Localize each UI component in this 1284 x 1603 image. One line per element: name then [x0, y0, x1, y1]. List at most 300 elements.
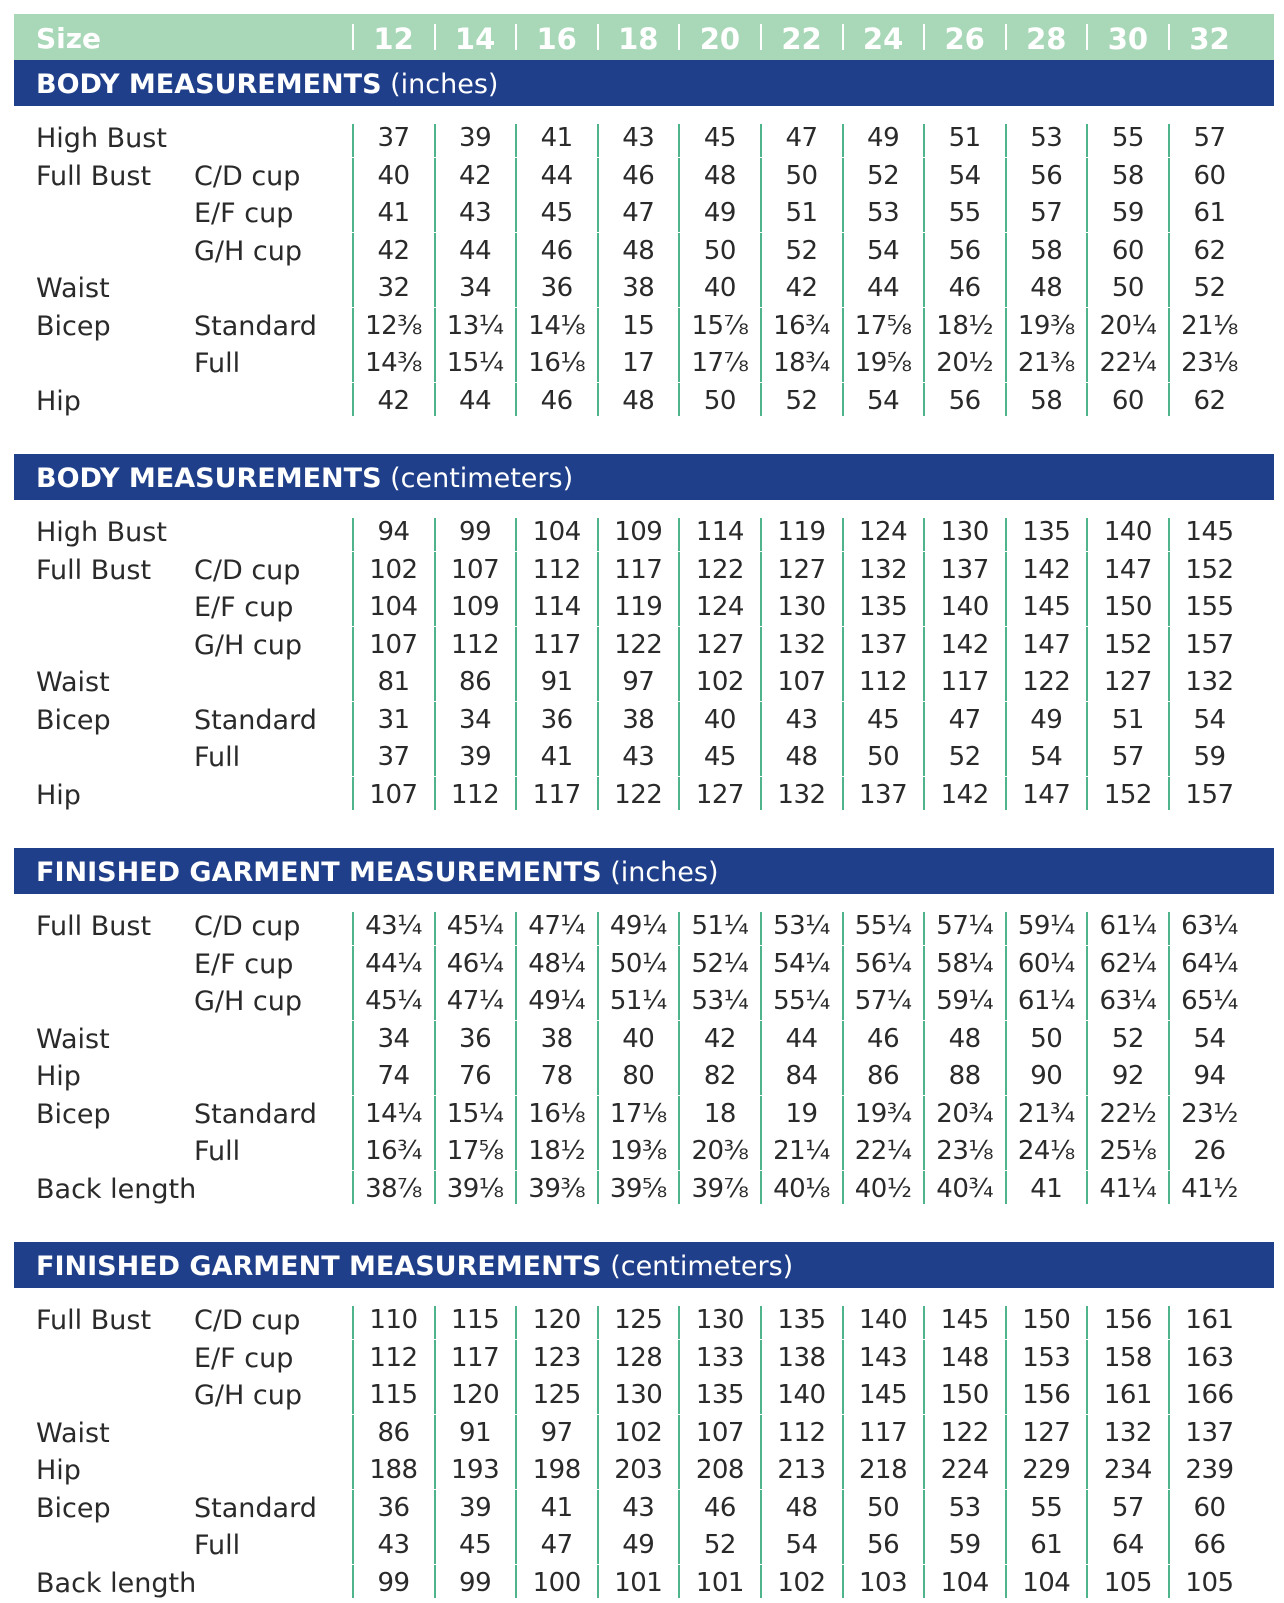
measurement-value: 125: [515, 1377, 598, 1414]
section-title-main: BODY MEASUREMENTS: [36, 69, 382, 100]
size-column-header: 28: [1005, 14, 1088, 64]
measurement-value: 52: [1168, 270, 1251, 307]
section-title: [36, 1242, 793, 1292]
measurement-label: Back length: [36, 1173, 197, 1205]
measurement-value: 41: [352, 195, 435, 232]
measurement-value: 45: [678, 739, 761, 776]
measurement-value: 137: [842, 627, 925, 664]
measurement-value: 109: [597, 514, 680, 551]
measurement-value: 51¼: [678, 908, 761, 945]
measurement-value: 61¼: [1005, 983, 1088, 1020]
measurement-label: High Bust: [36, 517, 167, 548]
table-row: [14, 1490, 1274, 1528]
measurement-value: 50: [842, 739, 925, 776]
measurement-value: 49: [678, 195, 761, 232]
measurement-value: 224: [923, 1452, 1006, 1489]
measurement-value: 20½: [923, 345, 1006, 382]
measurement-value: 36: [515, 270, 598, 307]
measurement-value: 193: [434, 1452, 517, 1489]
measurement-value: 59¼: [1005, 908, 1088, 945]
measurement-value: 22½: [1086, 1096, 1169, 1133]
measurement-value: 135: [678, 1377, 761, 1414]
table-row: [14, 664, 1274, 702]
measurement-value: 48: [760, 1490, 843, 1527]
measurement-value: 132: [1168, 664, 1251, 701]
measurement-value: 46: [923, 270, 1006, 307]
size-column-header: 24: [842, 14, 925, 64]
measurement-value: 19⅜: [1005, 308, 1088, 345]
section-title: [36, 60, 498, 110]
measurement-value: 198: [515, 1452, 598, 1489]
measurement-value: 104: [923, 1565, 1006, 1602]
measurement-value: 42: [678, 1021, 761, 1058]
measurement-value: 122: [1005, 664, 1088, 701]
measurement-value: 21⅛: [1168, 308, 1251, 345]
measurement-label: Hip: [36, 1455, 81, 1486]
measurement-value: 123: [515, 1340, 598, 1377]
measurement-value: 57¼: [842, 983, 925, 1020]
measurement-value: 188: [352, 1452, 435, 1489]
measurement-value: 56: [923, 383, 1006, 420]
measurement-sublabel: Full: [194, 1136, 241, 1167]
measurement-sublabel: E/F cup: [194, 592, 294, 623]
measurement-value: 63¼: [1168, 908, 1251, 945]
measurement-value: 84: [760, 1058, 843, 1095]
measurement-value: 92: [1086, 1058, 1169, 1095]
measurement-value: 114: [678, 514, 761, 551]
measurement-value: 53: [923, 1490, 1006, 1527]
measurement-value: 47: [515, 1527, 598, 1564]
measurement-value: 53¼: [678, 983, 761, 1020]
measurement-value: 52: [1086, 1021, 1169, 1058]
measurement-value: 17: [597, 345, 680, 382]
section-title-bar: [14, 1242, 1274, 1288]
measurement-value: 38: [597, 702, 680, 739]
measurement-value: 34: [434, 270, 517, 307]
measurement-value: 56: [923, 233, 1006, 270]
measurement-value: 107: [760, 664, 843, 701]
measurement-value: 132: [760, 627, 843, 664]
measurement-value: 50: [760, 158, 843, 195]
measurement-value: 40⅛: [760, 1171, 843, 1208]
table-row: [14, 383, 1274, 421]
measurement-value: 41: [1005, 1171, 1088, 1208]
section-title: [36, 454, 573, 504]
section-title-unit: (centimeters): [610, 1251, 794, 1282]
measurement-value: 18½: [923, 308, 1006, 345]
measurement-value: 49: [1005, 702, 1088, 739]
measurement-sublabel: C/D cup: [194, 911, 301, 942]
measurement-value: 47¼: [515, 908, 598, 945]
measurement-value: 31: [352, 702, 435, 739]
measurement-value: 124: [678, 589, 761, 626]
measurement-value: 117: [597, 552, 680, 589]
measurement-value: 16⅛: [515, 1096, 598, 1133]
measurement-value: 48: [597, 233, 680, 270]
table-row: [14, 308, 1274, 346]
measurement-value: 16¾: [760, 308, 843, 345]
measurement-value: 45: [678, 120, 761, 157]
measurement-value: 94: [352, 514, 435, 551]
measurement-value: 61: [1005, 1527, 1088, 1564]
measurement-value: 104: [1005, 1565, 1088, 1602]
measurement-label: Full Bust: [36, 1305, 152, 1336]
measurement-label: Waist: [36, 273, 110, 304]
measurement-value: 155: [1168, 589, 1251, 626]
measurement-value: 128: [597, 1340, 680, 1377]
measurement-value: 110: [352, 1302, 435, 1339]
measurement-value: 135: [842, 589, 925, 626]
measurement-value: 44: [434, 383, 517, 420]
size-column-header: 20: [678, 14, 761, 64]
measurement-sublabel: E/F cup: [194, 948, 294, 980]
measurement-value: 150: [923, 1377, 1006, 1414]
measurement-value: 117: [515, 627, 598, 664]
table-row: [14, 195, 1274, 233]
section-title-unit: (centimeters): [390, 463, 574, 494]
measurement-label: Waist: [36, 667, 110, 698]
section-table: [14, 514, 1274, 814]
measurement-value: 47: [760, 120, 843, 157]
measurement-value: 130: [760, 589, 843, 626]
measurement-value: 54: [1168, 1021, 1251, 1058]
measurement-value: 142: [923, 627, 1006, 664]
measurement-value: 50: [678, 383, 761, 420]
measurement-value: 52: [760, 233, 843, 270]
measurement-value: 50: [842, 1490, 925, 1527]
measurement-value: 62: [1168, 233, 1251, 270]
measurement-value: 55¼: [842, 908, 925, 945]
measurement-value: 115: [434, 1302, 517, 1339]
measurement-value: 234: [1086, 1452, 1169, 1489]
measurement-value: 45: [515, 195, 598, 232]
measurement-value: 43: [352, 1527, 435, 1564]
section-table: [14, 120, 1274, 420]
measurement-value: 44: [842, 270, 925, 307]
measurement-value: 135: [1005, 514, 1088, 551]
measurement-value: 49¼: [515, 983, 598, 1020]
measurement-value: 104: [515, 514, 598, 551]
measurement-value: 119: [597, 589, 680, 626]
measurement-value: 152: [1086, 627, 1169, 664]
size-column-header: 18: [597, 14, 680, 64]
measurement-value: 86: [434, 664, 517, 701]
measurement-value: 58¼: [923, 946, 1006, 983]
measurement-value: 119: [760, 514, 843, 551]
measurement-value: 46: [515, 383, 598, 420]
measurement-label: Bicep: [36, 704, 111, 736]
measurement-value: 54: [1005, 739, 1088, 776]
measurement-value: 57: [1005, 195, 1088, 232]
size-column-header: 26: [923, 14, 1006, 64]
measurement-value: 50: [1086, 270, 1169, 307]
measurement-value: 36: [352, 1490, 435, 1527]
measurement-value: 51: [1086, 702, 1169, 739]
measurement-value: 60¼: [1005, 946, 1088, 983]
measurement-value: 39: [434, 739, 517, 776]
measurement-value: 145: [1005, 589, 1088, 626]
measurement-value: 22¼: [1086, 345, 1169, 382]
measurement-value: 145: [1168, 514, 1251, 551]
measurement-value: 55: [1086, 120, 1169, 157]
section-spacer: [14, 814, 1274, 848]
measurement-value: 52: [760, 383, 843, 420]
measurement-value: 140: [842, 1302, 925, 1339]
measurement-value: 50: [678, 233, 761, 270]
measurement-value: 38: [515, 1021, 598, 1058]
measurement-value: 152: [1086, 777, 1169, 814]
measurement-value: 166: [1168, 1377, 1251, 1414]
measurement-value: 102: [760, 1565, 843, 1602]
measurement-value: 127: [760, 552, 843, 589]
table-row: [14, 552, 1274, 590]
measurement-label: Bicep: [36, 1098, 111, 1130]
measurement-value: 44: [434, 233, 517, 270]
measurement-value: 156: [1005, 1377, 1088, 1414]
measurement-value: 142: [1005, 552, 1088, 589]
measurement-value: 56¼: [842, 946, 925, 983]
measurement-value: 18¾: [760, 345, 843, 382]
measurement-value: 26: [1168, 1133, 1251, 1170]
table-row: [14, 270, 1274, 308]
measurement-value: 137: [1168, 1415, 1251, 1452]
size-column-header: 12: [352, 14, 435, 64]
measurement-value: 14⅜: [352, 345, 435, 382]
measurement-value: 40½: [842, 1171, 925, 1208]
measurement-value: 50: [1005, 1021, 1088, 1058]
measurement-value: 112: [760, 1415, 843, 1452]
measurement-value: 117: [842, 1415, 925, 1452]
measurement-value: 57: [1086, 739, 1169, 776]
measurement-value: 52¼: [678, 946, 761, 983]
measurement-value: 122: [597, 627, 680, 664]
table-row: [14, 158, 1274, 196]
measurement-value: 46: [597, 158, 680, 195]
measurement-value: 229: [1005, 1452, 1088, 1489]
table-row: [14, 908, 1274, 946]
measurement-value: 39⅞: [678, 1171, 761, 1208]
measurement-value: 100: [515, 1565, 598, 1602]
measurement-sublabel: G/H cup: [194, 235, 302, 267]
measurement-value: 19⅜: [597, 1133, 680, 1170]
measurement-value: 42: [760, 270, 843, 307]
measurement-value: 65¼: [1168, 983, 1251, 1020]
measurement-value: 56: [1005, 158, 1088, 195]
section-title-unit: (inches): [390, 69, 499, 100]
measurement-value: 130: [923, 514, 1006, 551]
section-table: [14, 908, 1274, 1208]
measurement-value: 78: [515, 1058, 598, 1095]
table-row: [14, 1340, 1274, 1378]
size-column-header: 32: [1168, 14, 1251, 64]
measurement-value: 52: [923, 739, 1006, 776]
measurement-value: 91: [434, 1415, 517, 1452]
measurement-value: 157: [1168, 777, 1251, 814]
measurement-value: 107: [678, 1415, 761, 1452]
measurement-value: 21¾: [1005, 1096, 1088, 1133]
measurement-value: 19⅝: [842, 345, 925, 382]
table-row: [14, 1302, 1274, 1340]
measurement-value: 48: [760, 739, 843, 776]
measurement-value: 147: [1005, 627, 1088, 664]
measurement-label: Waist: [36, 1023, 110, 1055]
measurement-value: 90: [1005, 1058, 1088, 1095]
measurement-value: 150: [1086, 589, 1169, 626]
measurement-value: 161: [1086, 1377, 1169, 1414]
measurement-value: 17⅝: [434, 1133, 517, 1170]
sections-container: [14, 60, 1274, 1602]
measurement-value: 18½: [515, 1133, 598, 1170]
measurement-value: 43: [597, 1490, 680, 1527]
measurement-value: 49: [842, 120, 925, 157]
measurement-value: 36: [434, 1021, 517, 1058]
measurement-value: 81: [352, 664, 435, 701]
measurement-value: 60: [1086, 233, 1169, 270]
section-title-main: BODY MEASUREMENTS: [36, 463, 382, 494]
measurement-value: 45¼: [352, 983, 435, 1020]
measurement-value: 59¼: [923, 983, 1006, 1020]
measurement-value: 23½: [1168, 1096, 1251, 1133]
measurement-label: Hip: [36, 1061, 81, 1092]
measurement-value: 64¼: [1168, 946, 1251, 983]
measurement-value: 117: [434, 1340, 517, 1377]
measurement-label: Hip: [36, 779, 81, 811]
measurement-value: 42: [352, 233, 435, 270]
measurement-value: 47¼: [434, 983, 517, 1020]
measurement-value: 45¼: [434, 908, 517, 945]
measurement-value: 46: [515, 233, 598, 270]
measurement-value: 107: [434, 552, 517, 589]
measurement-value: 43: [597, 739, 680, 776]
measurement-sublabel: Standard: [194, 1492, 317, 1524]
measurement-value: 46¼: [434, 946, 517, 983]
size-column-header: 30: [1086, 14, 1169, 64]
measurement-value: 34: [434, 702, 517, 739]
measurement-value: 130: [678, 1302, 761, 1339]
section-title-main: FINISHED GARMENT MEASUREMENTS: [36, 857, 602, 888]
measurement-value: 99: [434, 1565, 517, 1602]
measurement-value: 62: [1168, 383, 1251, 420]
measurement-value: 158: [1086, 1340, 1169, 1377]
size-header-row: [14, 14, 1274, 60]
measurement-value: 39⅝: [597, 1171, 680, 1208]
measurement-value: 112: [352, 1340, 435, 1377]
measurement-value: 105: [1168, 1565, 1251, 1602]
measurement-value: 53¼: [760, 908, 843, 945]
measurement-sublabel: Standard: [194, 310, 317, 342]
measurement-value: 101: [678, 1565, 761, 1602]
table-row: [14, 1415, 1274, 1453]
measurement-value: 101: [597, 1565, 680, 1602]
measurement-value: 18: [678, 1096, 761, 1133]
measurement-value: 40: [678, 270, 761, 307]
measurement-value: 58: [1086, 158, 1169, 195]
size-column-header: 16: [515, 14, 598, 64]
measurement-value: 112: [434, 777, 517, 814]
measurement-value: 34: [352, 1021, 435, 1058]
measurement-value: 45: [434, 1527, 517, 1564]
measurement-sublabel: E/F cup: [194, 198, 294, 229]
measurement-value: 102: [352, 552, 435, 589]
measurement-label: Full Bust: [36, 160, 152, 192]
measurement-value: 140: [1086, 514, 1169, 551]
measurement-value: 21⅜: [1005, 345, 1088, 382]
measurement-value: 40: [597, 1021, 680, 1058]
size-column-header: 22: [760, 14, 843, 64]
table-row: [14, 345, 1274, 383]
measurement-value: 107: [352, 777, 435, 814]
measurement-value: 14⅛: [515, 308, 598, 345]
measurement-value: 44: [515, 158, 598, 195]
measurement-value: 76: [434, 1058, 517, 1095]
measurement-value: 125: [597, 1302, 680, 1339]
measurement-value: 23⅛: [923, 1133, 1006, 1170]
measurement-value: 138: [760, 1340, 843, 1377]
measurement-value: 82: [678, 1058, 761, 1095]
measurement-value: 19: [760, 1096, 843, 1133]
measurement-value: 112: [434, 627, 517, 664]
measurement-value: 132: [760, 777, 843, 814]
measurement-value: 52: [842, 158, 925, 195]
measurement-value: 17⅝: [842, 308, 925, 345]
table-row: [14, 1171, 1274, 1209]
table-row: [14, 233, 1274, 271]
measurement-value: 48¼: [515, 946, 598, 983]
measurement-value: 39⅛: [434, 1171, 517, 1208]
measurement-value: 47: [597, 195, 680, 232]
measurement-value: 58: [1005, 233, 1088, 270]
measurement-value: 39⅜: [515, 1171, 598, 1208]
measurement-value: 122: [597, 777, 680, 814]
measurement-value: 107: [352, 627, 435, 664]
measurement-sublabel: E/F cup: [194, 1342, 294, 1374]
measurement-value: 44¼: [352, 946, 435, 983]
measurement-value: 57: [1168, 120, 1251, 157]
measurement-sublabel: Standard: [194, 1098, 317, 1130]
section-title-bar: [14, 454, 1274, 500]
measurement-value: 153: [1005, 1340, 1088, 1377]
measurement-value: 59: [1086, 195, 1169, 232]
measurement-value: 102: [597, 1415, 680, 1452]
table-row: [14, 120, 1274, 158]
measurement-label: Full Bust: [36, 911, 152, 942]
measurement-value: 51: [923, 120, 1006, 157]
table-row: [14, 739, 1274, 777]
measurement-value: 38: [597, 270, 680, 307]
measurement-value: 49: [597, 1527, 680, 1564]
table-row: [14, 1021, 1274, 1059]
measurement-value: 43: [760, 702, 843, 739]
measurement-sublabel: Full: [194, 348, 241, 379]
measurement-value: 127: [1005, 1415, 1088, 1452]
measurement-value: 43: [597, 120, 680, 157]
measurement-value: 56: [842, 1527, 925, 1564]
measurement-value: 132: [1086, 1415, 1169, 1452]
measurement-value: 80: [597, 1058, 680, 1095]
measurement-value: 127: [678, 777, 761, 814]
measurement-value: 103: [842, 1565, 925, 1602]
measurement-value: 15¼: [434, 1096, 517, 1133]
measurement-value: 137: [842, 777, 925, 814]
measurement-value: 39: [434, 1490, 517, 1527]
measurement-value: 117: [923, 664, 1006, 701]
table-row: [14, 946, 1274, 984]
measurement-value: 15: [597, 308, 680, 345]
measurement-value: 44: [760, 1021, 843, 1058]
measurement-value: 133: [678, 1340, 761, 1377]
measurement-value: 213: [760, 1452, 843, 1489]
measurement-value: 42: [352, 383, 435, 420]
